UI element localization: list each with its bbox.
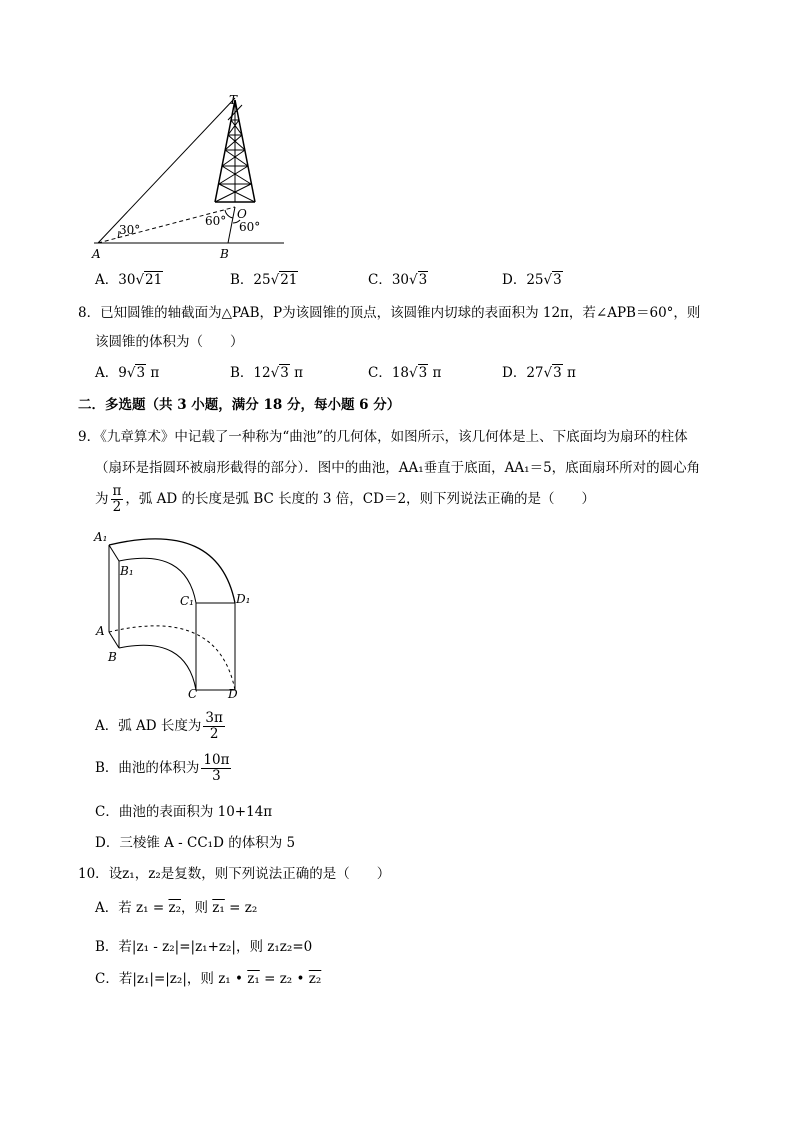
q8-stem-line2: 该圆锥的体积为（ ）: [95, 334, 244, 350]
label-d: D: [228, 687, 238, 701]
q9-stem-line1: 9．《九章算术》中记载了一种称为“曲池”的几何体，如图所示，该几何体是上、下底面均为扇环的柱体: [78, 429, 688, 445]
q9-stem-line3: 为 $\frac{\pi}{2}$ ，弧 AD 的长度是弧 BC 长度的 3 倍，CD＝2，则下列说法正确的是（ ）: [95, 483, 596, 515]
angle-a-label: 30°: [119, 223, 141, 237]
q10-option-c[interactable]: C．若|z₁|=|z₂|，则 z₁ • z₁ = z₂ • z₂: [95, 971, 322, 987]
q9-option-c[interactable]: C．曲池的表面积为 10+14π: [95, 804, 273, 820]
q8-option-c[interactable]: C．18√3 π: [368, 365, 442, 381]
label-d1: D₁: [236, 592, 251, 606]
label-a: A: [92, 247, 101, 261]
q8-option-d[interactable]: D．27√3 π: [502, 365, 576, 381]
q7-option-c[interactable]: C．30√3: [368, 272, 428, 288]
angle-b-label: 60°: [239, 220, 261, 234]
label-b: B: [220, 247, 229, 261]
line-ob: [228, 207, 235, 243]
q9-option-b[interactable]: B．曲池的体积为 $\frac{10\pi}{3}$: [95, 752, 230, 784]
label-c: C: [188, 687, 198, 701]
q7-option-d[interactable]: D．25√3: [502, 272, 562, 288]
tower-figure: [88, 90, 298, 262]
q10-stem: 10．设z₁，z₂是复数，则下列说法正确的是（ ）: [78, 866, 391, 882]
q9-option-d[interactable]: D．三棱锥 A - CC₁D 的体积为 5: [95, 835, 296, 851]
q8-stem-line1: 8．已知圆锥的轴截面为△PAB，P为该圆锥的顶点，该圆锥内切球的表面积为 12π，若∠APB＝60°，则: [78, 305, 701, 321]
q7-option-a[interactable]: A．30√21: [95, 272, 163, 288]
curved-pool-figure: [90, 525, 260, 705]
q9-stem-line2: （扇环是指圆环被扇形截得的部分）．图中的曲池，AA₁垂直于底面，AA₁＝5，底面扇环所对的圆心角: [95, 460, 701, 476]
q7-option-b[interactable]: B．25√21: [230, 272, 298, 288]
label-b1: B₁: [120, 564, 134, 578]
label-t: T: [229, 93, 238, 107]
q10-option-a[interactable]: A．若 z₁ = z₂，则 z₁ = z₂: [95, 900, 258, 916]
label-b: B: [108, 650, 117, 664]
q8-option-a[interactable]: A．9√3 π: [95, 365, 160, 381]
q8-option-b[interactable]: B．12√3 π: [230, 365, 303, 381]
label-a: A: [96, 624, 105, 638]
angle-o-label: 60°: [205, 214, 227, 228]
label-c1: C₁: [180, 594, 194, 608]
q10-option-b[interactable]: B．若|z₁ - z₂|=|z₁+z₂|，则 z₁z₂=0: [95, 939, 313, 955]
q9-option-a[interactable]: A．弧 AD 长度为 $\frac{3\pi}{2}$: [95, 710, 223, 742]
label-o: O: [237, 207, 247, 221]
section-heading-multi-choice: 二．多选题（共 3 小题，满分 18 分，每小题 6 分）: [78, 397, 401, 413]
label-a1: A₁: [94, 530, 108, 544]
